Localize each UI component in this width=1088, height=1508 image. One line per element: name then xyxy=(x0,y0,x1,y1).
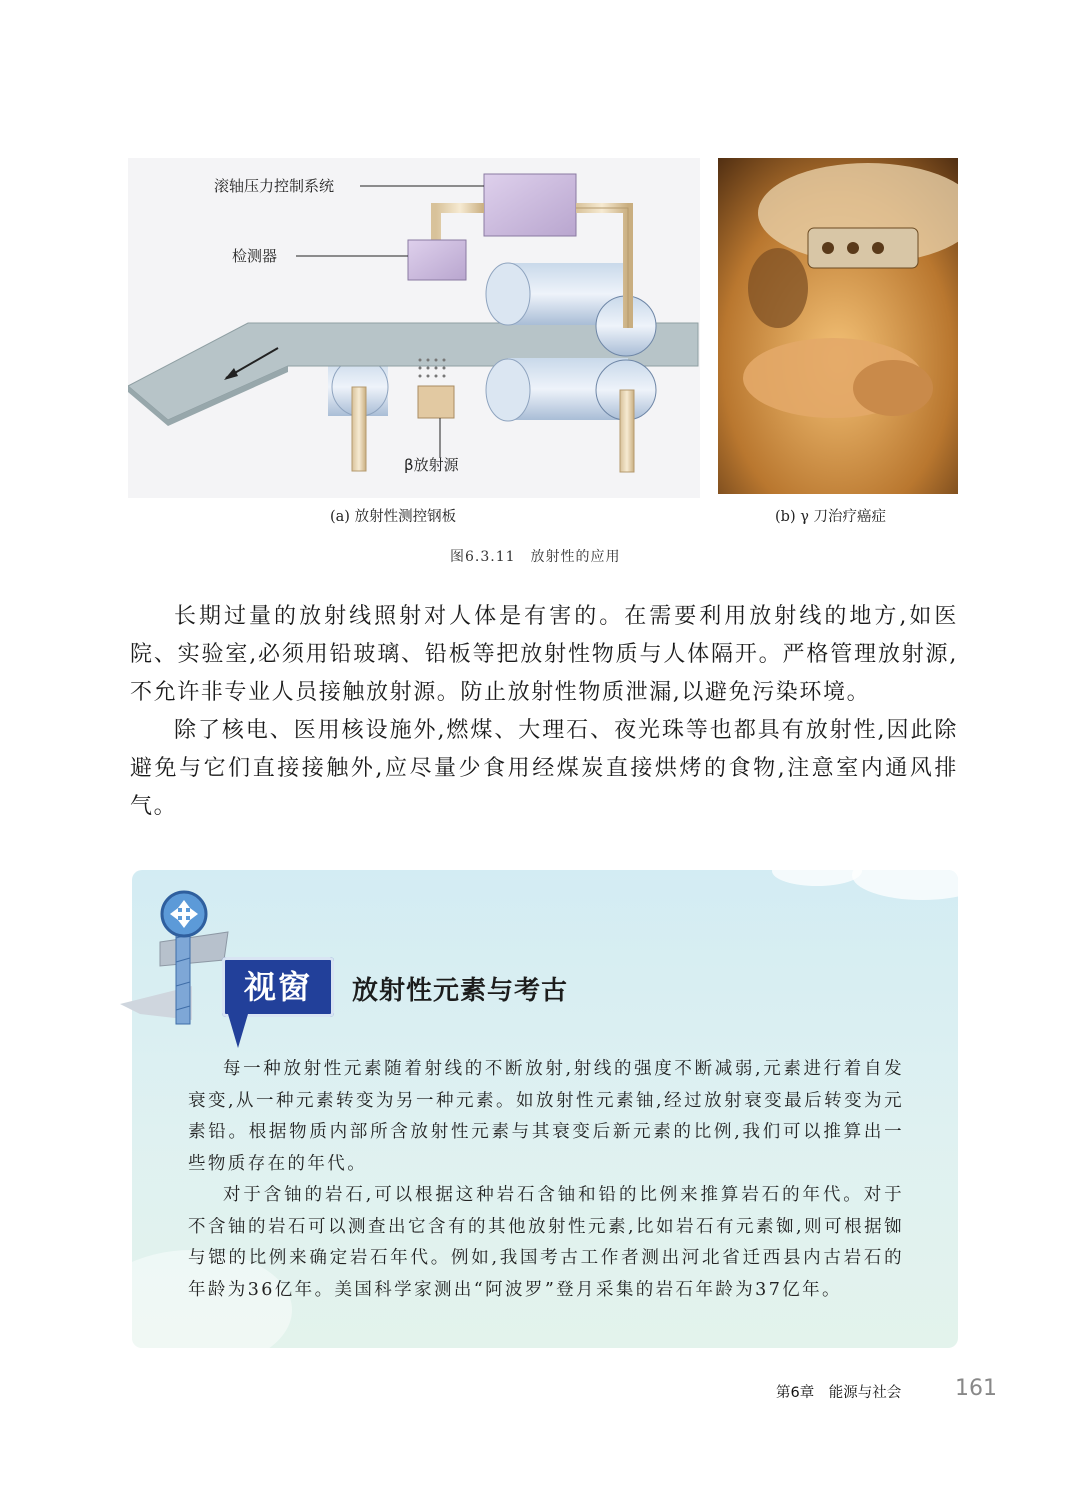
lower-left-roller xyxy=(328,358,388,471)
gamma-knife-photo xyxy=(718,158,958,494)
window-paragraph: 每一种放射性元素随着射线的不断放射,射线的强度不断减弱,元素进行着自发衰变,从一种元素转变为另一种元素。如放射性元素铀,经过放射衰变最后转变为元素铅。根据物质内部所含放射性元素与其衰变后新元素的比例,我们可以推算出一些物质存在的年代。 xyxy=(188,1059,904,1174)
detector-box xyxy=(408,240,466,280)
window-badge: 视窗 xyxy=(222,957,334,1017)
label-detector: 检测器 xyxy=(232,247,278,265)
window-badge-tail xyxy=(228,1014,248,1048)
figure-title: 图6.3.11 放射性的应用 xyxy=(450,549,621,565)
page-number: 161 xyxy=(955,1376,997,1401)
caption-figure-b: (b) γ 刀治疗癌症 xyxy=(775,509,886,525)
figure-steel-plate-diagram xyxy=(128,158,700,498)
window-heading: 放射性元素与考古 xyxy=(352,976,569,1006)
beta-source-box xyxy=(418,386,454,418)
label-roller-control: 滚轴压力控制系统 xyxy=(214,177,335,195)
window-body-text xyxy=(188,1054,904,1306)
footer-chapter: 第6章 能源与社会 xyxy=(776,1385,902,1401)
window-paragraph: 对于含铀的岩石,可以根据这种岩石含铀和铅的比例来推算岩石的年代。对于不含铀的岩石可以测查出它含有的其他放射性元素,比如岩石有元素铷,则可根据铷与锶的比例来确定岩石年代。例如,我国考古工作者测出河北省迁西县内古岩石的年龄为36亿年。美国科学家测出“阿波罗”登月采集的岩石年龄为37亿年。 xyxy=(188,1185,904,1300)
body-text xyxy=(130,598,958,826)
figure-gamma-knife-photo xyxy=(718,158,958,494)
label-beta-source: β放射源 xyxy=(404,456,459,474)
lower-roller xyxy=(486,358,656,472)
body-paragraph: 除了核电、医用核设施外,燃煤、大理石、夜光珠等也都具有放射性,因此除避免与它们直接接触外,应尽量少食用经煤炭直接烘烤的食物,注意室内通风排气。 xyxy=(130,718,958,819)
body-paragraph: 长期过量的放射线照射对人体是有害的。在需要利用放射线的地方,如医院、实验室,必须用铅玻璃、铅板等把放射性物质与人体隔开。严格管理放射源,不允许非专业人员接触放射源。防止放射性物质泄漏,以避免污染环境。 xyxy=(130,604,958,705)
caption-figure-a: (a) 放射性测控钢板 xyxy=(330,509,457,525)
steel-plate-schematic xyxy=(128,158,700,498)
